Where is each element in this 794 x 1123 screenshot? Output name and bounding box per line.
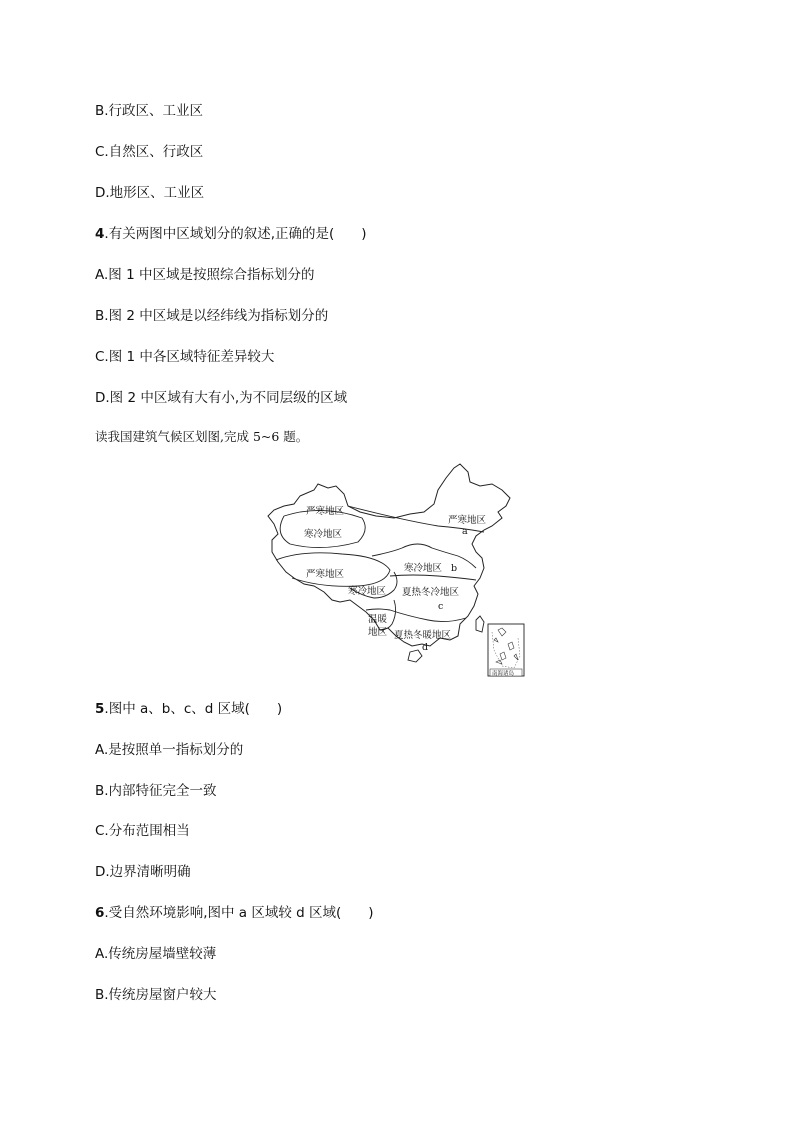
q4-number: 4 [95, 226, 105, 242]
label-warm-1: 温暖 [368, 614, 388, 625]
label-hot-summer-cold-winter: 夏热冬冷地区 [402, 587, 460, 598]
label-west-cold: 寒冷地区 [304, 529, 343, 540]
label-ne-severe-cold: 严寒地区 [448, 515, 487, 526]
label-hot-summer-warm-winter: 夏热冬暖地区 [394, 630, 452, 641]
map-intro: 读我国建筑气候区划图,完成 5~6 题。 [95, 429, 309, 444]
q5-option-d: D.边界清晰明确 [95, 864, 191, 880]
q5-stem-text: .图中 a、b、c、d 区域( ) [104, 701, 283, 717]
q6-stem-text: .受自然环境影响,图中 a 区域较 d 区域( ) [104, 905, 374, 921]
q5-option-c: C.分布范围相当 [95, 823, 190, 839]
q6-option-a: A.传统房屋墙壁较薄 [95, 946, 217, 962]
q4-option-c: C.图 1 中各区域特征差异较大 [95, 349, 275, 365]
label-sw-cold: 寒冷地区 [348, 586, 387, 597]
q3-option-b: B.行政区、工业区 [95, 103, 204, 119]
q5-option-b: B.内部特征完全一致 [95, 783, 217, 799]
inset-label: 南海诸岛 [492, 671, 515, 677]
china-map-svg [262, 460, 532, 680]
q3-option-d: D.地形区、工业区 [95, 185, 205, 201]
q4-stem [95, 225, 367, 243]
china-outline [268, 464, 510, 646]
q3-option-c: C.自然区、行政区 [95, 144, 204, 160]
q5-option-a: A.是按照单一指标划分的 [95, 742, 244, 758]
q6-number: 6 [95, 905, 105, 921]
label-central-cold: 寒冷地区 [404, 563, 443, 574]
south-china-sea-inset [488, 624, 524, 677]
q4-option-b: B.图 2 中区域是以经纬线为指标划分的 [95, 308, 329, 324]
label-tibet-severe-cold: 严寒地区 [306, 569, 345, 580]
label-b: b [451, 563, 458, 574]
climate-zone-map [262, 460, 532, 680]
label-d: d [422, 642, 429, 653]
q4-option-d: D.图 2 中区域有大有小,为不同层级的区域 [95, 390, 348, 406]
hainan-outline [408, 650, 422, 662]
taiwan-outline [476, 616, 484, 632]
label-warm-2: 地区 [368, 627, 388, 638]
q6-option-b: B.传统房屋窗户较大 [95, 987, 217, 1003]
q5-number: 5 [95, 701, 105, 717]
q4-stem-text: .有关两图中区域划分的叙述,正确的是( ) [104, 226, 367, 242]
boundary-hscw [390, 575, 476, 580]
label-c: c [438, 601, 444, 612]
q5-stem [95, 700, 282, 718]
label-nw-severe-cold: 严寒地区 [306, 506, 345, 517]
q4-option-a: A.图 1 中区域是按照综合指标划分的 [95, 267, 315, 283]
label-a: a [462, 526, 468, 537]
q6-stem [95, 904, 374, 922]
